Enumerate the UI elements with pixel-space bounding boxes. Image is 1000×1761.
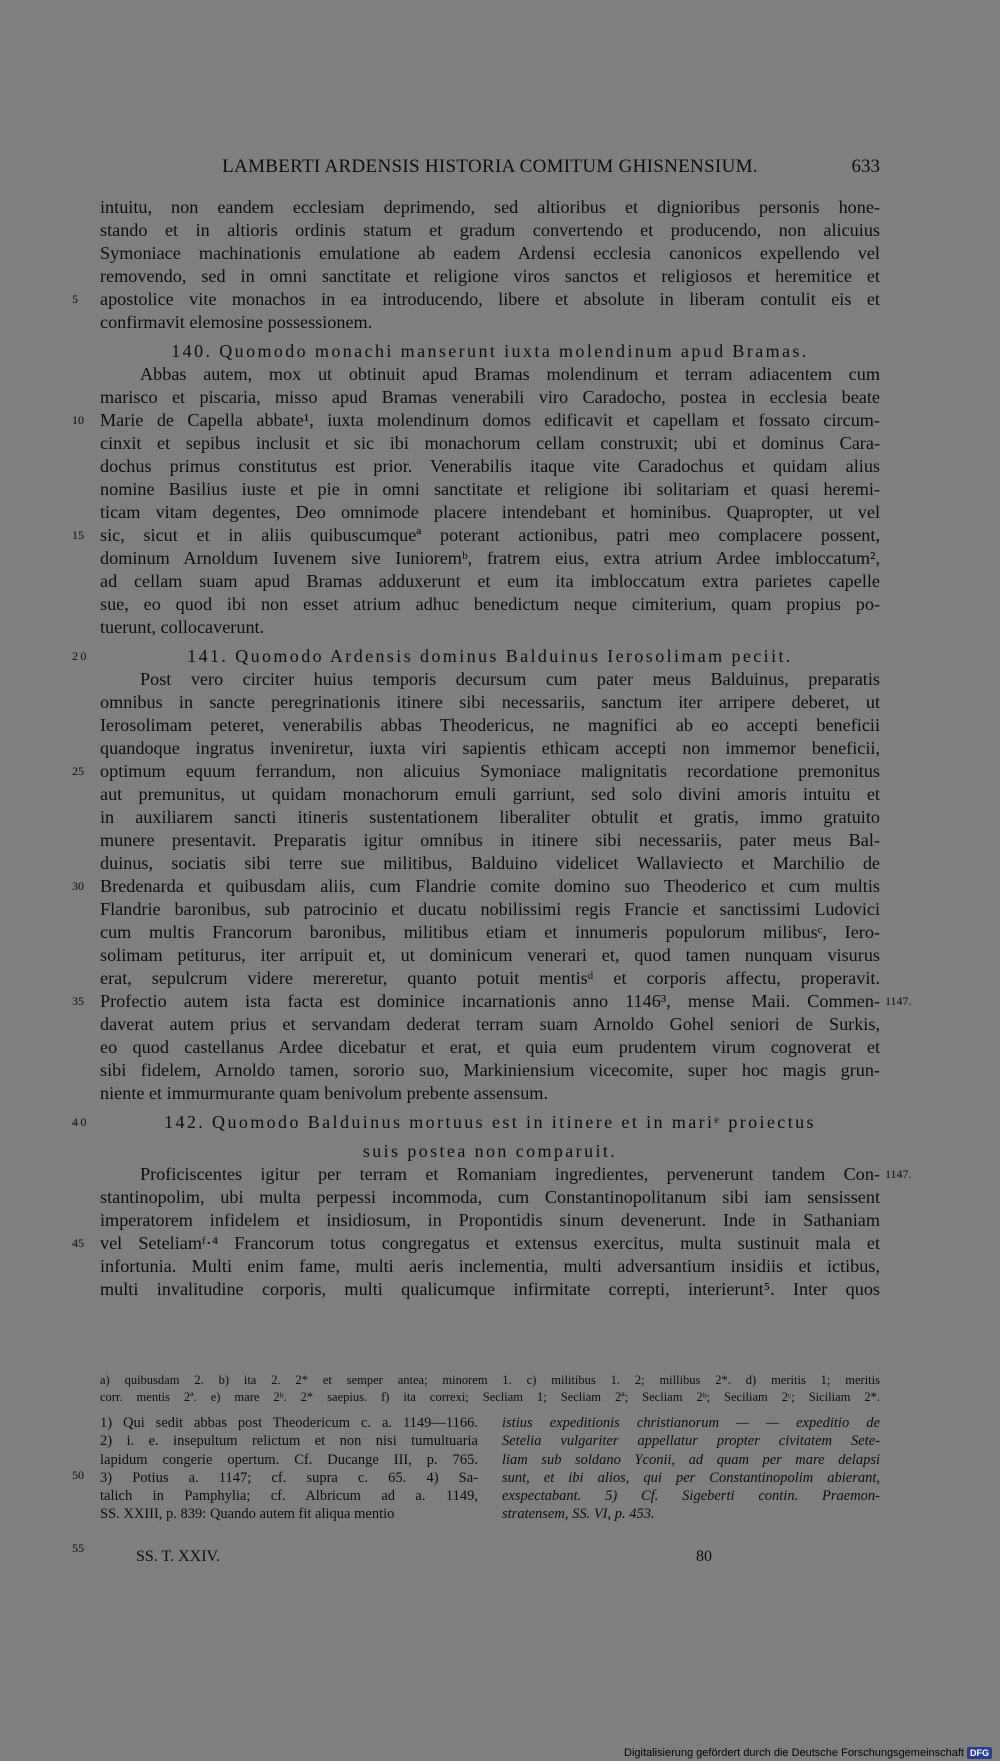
line-text: intuitu, non eandem ecclesiam deprimendo, sed altioribus et dignioribus personis hone- [100,197,880,217]
footnote-line: Setelia vulgariter appellatur propter civitatem Sete- [502,1433,880,1450]
line-text: quandoque ingratus inveniretur, iuxta viri sapientis ethicam accepti non immemor beneficii, [100,738,880,758]
footnote-line-number: 55 [72,1541,84,1555]
line-number: 45 [72,1236,84,1250]
line-text: daverat autem prius et servandam dederat terram suam Arnoldo Gohel seniori de Surkis, [100,1014,880,1034]
text-line [100,593,880,616]
text-line [100,616,880,639]
line-text: marisco et piscaria, misso apud Bramas venerabili viro Caradocho, postea in ecclesia beate [100,387,880,407]
line-text: Proficiscentes igitur per terram et Romaniam ingredientes, pervenerunt tandem Con- [140,1164,880,1184]
text-line [100,455,880,478]
text-line [100,852,880,875]
footnote-line: 1) Qui sedit abbas post Theodericum c. a. 1149—1166. [100,1415,478,1431]
page-header [100,156,880,180]
text-line [72,409,880,432]
line-number: 30 [72,879,84,893]
text-line [100,668,880,691]
footnote-line-number: 50 [72,1468,84,1482]
line-number: 10 [72,413,84,427]
text-line [100,737,880,760]
text-line [100,691,880,714]
line-text: cinxit et sepibus inclusit et sic ibi monachorum cellam construxit; ubi et dominus Cara- [100,433,880,453]
line-text: 140. Quomodo monachi manserunt iuxta molendinum apud Bramas. [171,341,809,361]
footnotes-left-column [100,1414,478,1524]
line-text: infortunia. Multi enim fame, multi aeris inclementia, multi adversantium insidiis et ictibus, [100,1256,880,1276]
line-text: 141. Quomodo Ardensis dominus Balduinus Ierosolimam peciit. [187,646,793,666]
text-line [100,363,880,386]
line-number: 15 [72,528,84,542]
text-line [72,1232,880,1255]
text-line [100,196,880,219]
text-line [72,990,912,1013]
line-text: 142. Quomodo Balduinus mortuus est in itinere et in mariᵉ proiectus [164,1112,816,1132]
footnote-line: stratensem, SS. VI, p. 453. [502,1506,655,1523]
page-number: 633 [851,156,880,177]
text-line [72,875,880,898]
funding-banner[interactable] [624,1747,992,1759]
footnote-line: sunt, et ibi alios, qui per Constantinopolim abierant, [502,1469,880,1486]
text-line [72,288,880,311]
footnote-line: 3) Potius a. 1147; cf. supra c. 65. 4) Sa- [100,1469,478,1486]
main-text [72,196,912,1301]
line-text: apostolice vite monachos in ea introducendo, libere et absolute in liberam contulit eis et [100,289,880,309]
text-line [100,432,880,455]
line-number: 20 [72,649,89,663]
line-text: niente et immurmurante quam benivolum prebente assensum. [100,1083,549,1103]
signature-sheet: 80 [696,1548,712,1565]
text-line [100,265,880,288]
line-text: sue, eo quod ibi non esset atrium adhuc benedictum neque cimiterium, quam propius po- [100,594,880,614]
text-line [100,219,880,242]
line-text: ticam vitam degentes, Deo omnimode placere intendebant et hominibus. Quapropter, ut vel [100,502,880,522]
line-text: solimam petiturus, iter arripuit et, ut dominicum venerari et, quod tamen nunquam visurus [100,945,880,965]
chapter-heading-line [72,645,880,668]
text-line [100,944,880,967]
text-line [100,783,880,806]
line-number: 25 [72,764,84,778]
text-line [100,386,880,409]
line-text: imperatorem infidelem et insidiosum, in Propontidis sinum devenerunt. Inde in Sathaniam [100,1210,880,1230]
line-text: ad cellam suam apud Bramas adduxerunt et eum ita imbloccatum extra parietes capelle [100,571,880,591]
signature-series: SS. T. XXIV. [136,1548,221,1565]
chapter-heading-line [72,1111,880,1134]
funding-text: Digitalisierung gefördert durch die Deutsche Forschungsgemeinschaft [624,1747,964,1759]
line-text: in auxiliarem sancti itineris sustentationem liberaliter obtulit et gratis, immo gratuito [100,807,880,827]
line-text: Abbas autem, mox ut obtinuit apud Bramas molendinum et terram adiacentem cum [140,364,880,384]
line-text: duinus, sociatis sibi terre sue militibus, Balduino videlicet Wallaviecto et Marchilio de [100,853,880,873]
line-text: sibi fidelem, Arnoldo tamen, sororio suo, Markiniensium vicecomite, super hoc magis grun- [100,1060,880,1080]
footnote-line: SS. XXIII, p. 839: Quando autem fit aliqua mentio [100,1506,395,1523]
text-line [100,478,880,501]
line-text: nomine Basilius iuste et pie in omni sanctitate et religione ibi solitariam et quasi heremi- [100,479,880,499]
line-text: multi invalitudine corporis, multi qualicumque infirmitate correpti, interierunt⁵. Inter quos [100,1279,880,1299]
line-text: stando et in altioris ordinis statum et gradum convertendo et producendo, non alicuius [100,220,880,240]
text-line [72,760,880,783]
line-text: munere presentavit. Preparatis igitur omnibus in itinere sibi necessariis, pater meus Bal- [100,830,880,850]
text-line [100,1209,880,1232]
line-text: Symoniace machinationis emulatione ab eadem Ardensi ecclesia canonicos expellendo vel [100,243,880,263]
line-text: dochus primus constitutus est prior. Venerabilis itaque vite Caradochus et quidam alius [100,456,880,476]
text-line [100,1163,912,1186]
variant-note-line: corr. mentis 2ª. e) mare 2ᵇ. 2* saepius. f) ita correxi; Secliam 1; Secliam 2ª; Secliam 2ᵇ; Seciliam 2ᶜ; Siciliam 2*. [100,1390,880,1404]
text-line [100,242,880,265]
line-text: cum multis Francorum baronibus, militibus etiam et innumeris populorum milibusᶜ, Iero- [100,922,880,942]
text-line [100,1255,880,1278]
line-text: omnibus in sancte peregrinationis itinere sibi necessariis, sanctum iter arripere deberet, ut [100,692,880,712]
line-number: 35 [72,994,84,1008]
text-line [100,1059,880,1082]
line-text: confirmavit elemosine possessionem. [100,312,373,332]
line-text: sic, sicut et in aliis quibuscumqueª poterant actionibus, patri meo complacere possent, [100,525,880,545]
variant-notes [100,1372,880,1406]
footnote-line: exspectabant. 5) Cf. Sigeberti contin. Praemon- [502,1488,880,1505]
line-text: erat, sepulcrum videre mereretur, quanto potuit mentisᵈ et corporis affectu, properavit. [100,968,880,988]
text-line [100,714,880,737]
text-line [100,1278,880,1301]
line-text: removendo, sed in omni sanctitate et religione viros sanctos et religiosos et heremitice et [100,266,880,286]
footnote-line: lapidum congerie opertum. Cf. Ducange III, p. 765. [100,1451,478,1468]
text-line [100,921,880,944]
text-line [100,898,880,921]
running-title: LAMBERTI ARDENSIS HISTORIA COMITUM GHISNENSIUM. [222,156,758,177]
text-line [100,1082,880,1105]
text-line [100,806,880,829]
chapter-heading-line [100,340,880,363]
line-number: 5 [72,292,78,306]
line-text: tuerunt, collocaverunt. [100,617,265,637]
line-text: suis postea non comparuit. [362,1141,618,1161]
line-text: Post vero circiter huius temporis decursum cum pater meus Balduinus, preparatis [140,669,880,689]
text-line [100,501,880,524]
margin-year-note: 1147. [885,994,912,1008]
variant-note-line: a) quibusdam 2. b) ita 2. 2* et semper antea; minorem 1. c) militibus 1. 2; millibus 2*. d) meritis 1; meritis [100,1373,880,1387]
text-line [100,967,880,990]
line-text: eo quod castellanus Ardee dicebatur et erat, et quia eum prudentem virum cognoverat et [100,1037,880,1057]
line-text: dominum Arnoldum Iuvenem sive Iunioremᵇ, fratrem eius, extra atrium Ardee imbloccatum², [100,548,880,568]
dfg-logo-icon: DFG [967,1747,992,1759]
line-text: Profectio autem ista facta est dominice incarnationis anno 1146³, mense Maii. Commen- [100,991,880,1011]
text-line [100,1013,880,1036]
line-text: Flandrie baronibus, sub patrocinio et ducatu nobilissimi regis Francie et sanctissimi Ludovici [100,899,880,919]
text-line [72,524,880,547]
line-text: Ierosolimam peteret, venerabilis abbas Theodericus, ne magnifici ab eo accepti beneficii [100,715,880,735]
text-line [100,1036,880,1059]
footnote-line: liam sub soldano Yconii, ad quam per mare delapsi [502,1451,880,1468]
line-text: optimum equum ferrandum, non alicuius Symoniace malignitatis recordatione premonitus [100,761,880,781]
footnote-line: 2) i. e. insepultum relictum et non nisi tumultuaria [100,1433,478,1450]
line-text: Marie de Capella abbate¹, iuxta molendinum domos edificavit et capellam et fossato circum- [100,410,880,430]
line-number: 40 [72,1115,89,1129]
margin-year-note: 1147. [885,1167,912,1181]
text-line [100,311,880,334]
line-text: vel Seteliamᶠ·⁴ Francorum totus congregatus et extensus exercitus, multa sustinuit mala et [100,1233,880,1253]
text-line [100,570,880,593]
text-line [100,547,880,570]
footnote-line: istius expeditionis christianorum — — expeditio de [502,1415,880,1431]
footnotes-right-column [502,1414,880,1524]
line-text: aut premunitus, ut quidam monachorum emuli garriunt, sed solo divini amoris intuitu et [100,784,880,804]
text-line [100,1186,880,1209]
line-text: Bredenarda et quibusdam aliis, cum Flandrie comite domino suo Theoderico et cum multis [100,876,880,896]
line-text: stantinopolim, ubi multa perpessi incommoda, cum Constantinopolitanum sibi iam sensissent [100,1187,880,1207]
text-line [100,829,880,852]
chapter-heading-line [100,1140,880,1163]
footnote-line: talich in Pamphylia; cf. Albricum ad a. 1149, [100,1488,478,1505]
